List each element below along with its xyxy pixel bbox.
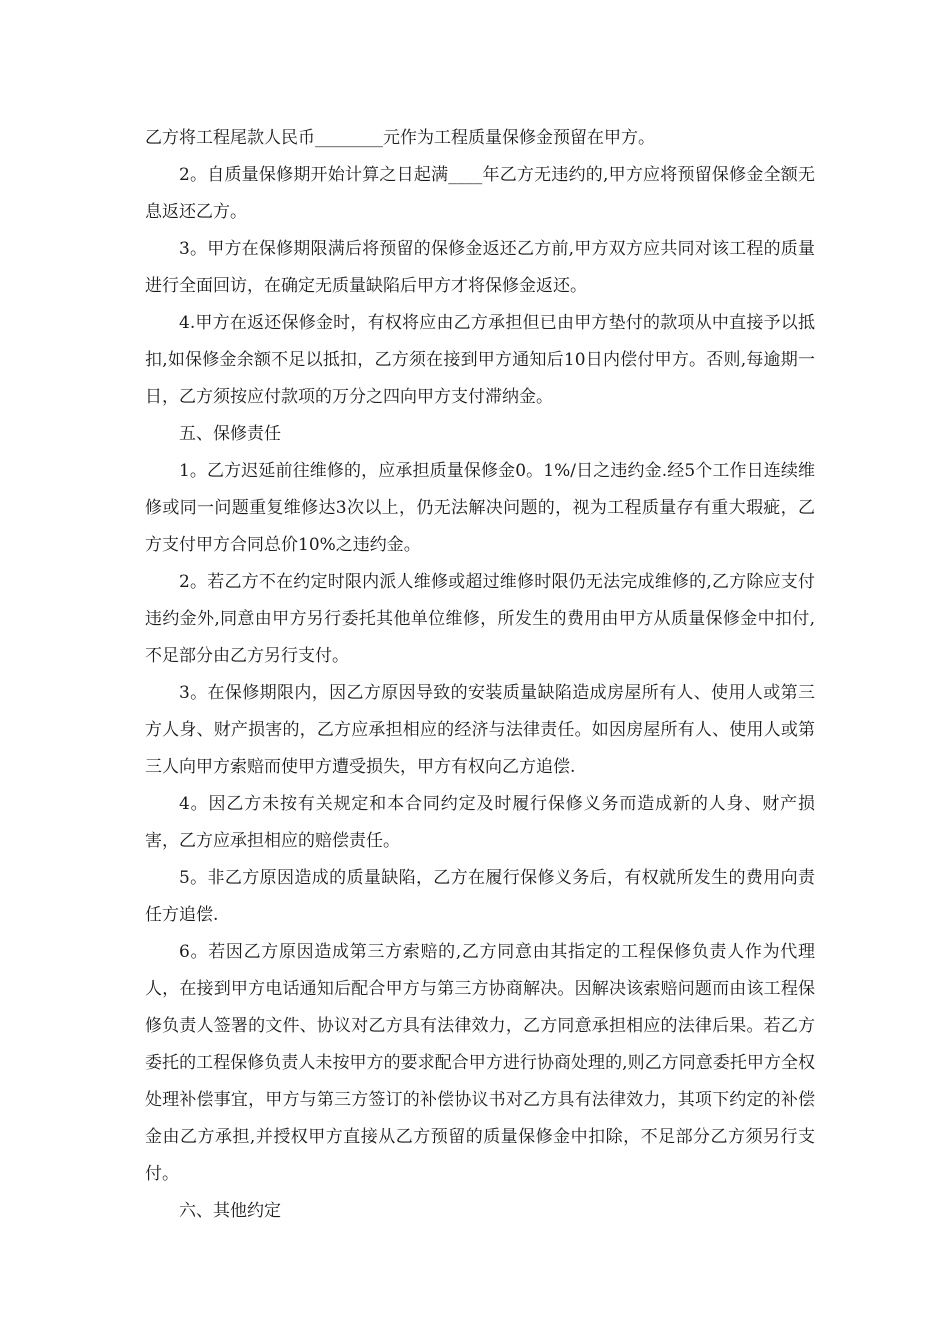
paragraph-liability-6: 6。若因乙方原因造成第三方索赔的,乙方同意由其指定的工程保修负责人作为代理人，在接到甲方电话通知后配合甲方与第三方协商解决。因解决该索赔问题而由该工程保修负责人签署的文件、协议对乙方具有法律效力，乙方同意承担相应的法律后果。若乙方委托的工程保修负责人未按甲方的要求配合甲方进行协商处理的,则乙方同意委托甲方全权处理补偿事宜，甲方与第三方签订的补偿协议书对乙方具有法律效力，其项下约定的补偿金由乙方承担,并授权甲方直接从乙方预留的质量保修金中扣除，不足部分乙方须另行支付。 <box>145 942 815 1184</box>
paragraph-clause-4: 4.甲方在返还保修金时，有权将应由乙方承担但已由甲方垫付的款项从中直接予以抵扣,如保修金余额不足以抵扣，乙方须在接到甲方通知后10日内偿付甲方。否则,每逾期一日，乙方须按应付款项的万分之四向甲方支付滞纳金。 <box>145 313 815 407</box>
document-body <box>145 120 815 1230</box>
section-heading-other-terms: 六、其他约定 <box>179 1201 281 1221</box>
paragraph-liability-4: 4。因乙方未按有关规定和本合同约定及时履行保修义务而造成新的人身、财产损害，乙方应承担相应的赔偿责任。 <box>145 794 815 851</box>
paragraph-clause-2: 2。自质量保修期开始计算之日起满____年乙方无违约的,甲方应将预留保修金全额无息返还乙方。 <box>145 165 815 222</box>
paragraph-liability-2: 2。若乙方不在约定时限内派人维修或超过维修时限仍无法完成维修的,乙方除应支付违约金外,同意由甲方另行委托其他单位维修，所发生的费用由甲方从质量保修金中扣付,不足部分由乙方另行支付。 <box>145 572 815 666</box>
paragraph-clause-3: 3。甲方在保修期限满后将预留的保修金返还乙方前,甲方双方应共同对该工程的质量进行全面回访，在确定无质量缺陷后甲方才将保修金返还。 <box>145 239 815 296</box>
paragraph-deposit-amount: 乙方将工程尾款人民币________元作为工程质量保修金预留在甲方。 <box>145 128 655 148</box>
paragraph-liability-1: 1。乙方迟延前往维修的，应承担质量保修金0。1%/日之违约金.经5个工作日连续维修或同一问题重复维修达3次以上，仍无法解决问题的，视为工程质量存有重大瑕疵，乙方支付甲方合同总价10%之违约金。 <box>145 461 815 555</box>
paragraph-liability-5: 5。非乙方原因造成的质量缺陷，乙方在履行保修义务后，有权就所发生的费用向责任方追偿. <box>145 868 815 925</box>
section-heading-warranty-liability: 五、保修责任 <box>179 424 281 444</box>
paragraph-liability-3: 3。在保修期限内，因乙方原因导致的安装质量缺陷造成房屋所有人、使用人或第三方人身、财产损害的，乙方应承担相应的经济与法律责任。如因房屋所有人、使用人或第三人向甲方索赔而使甲方遭受损失，甲方有权向乙方追偿. <box>145 683 815 777</box>
